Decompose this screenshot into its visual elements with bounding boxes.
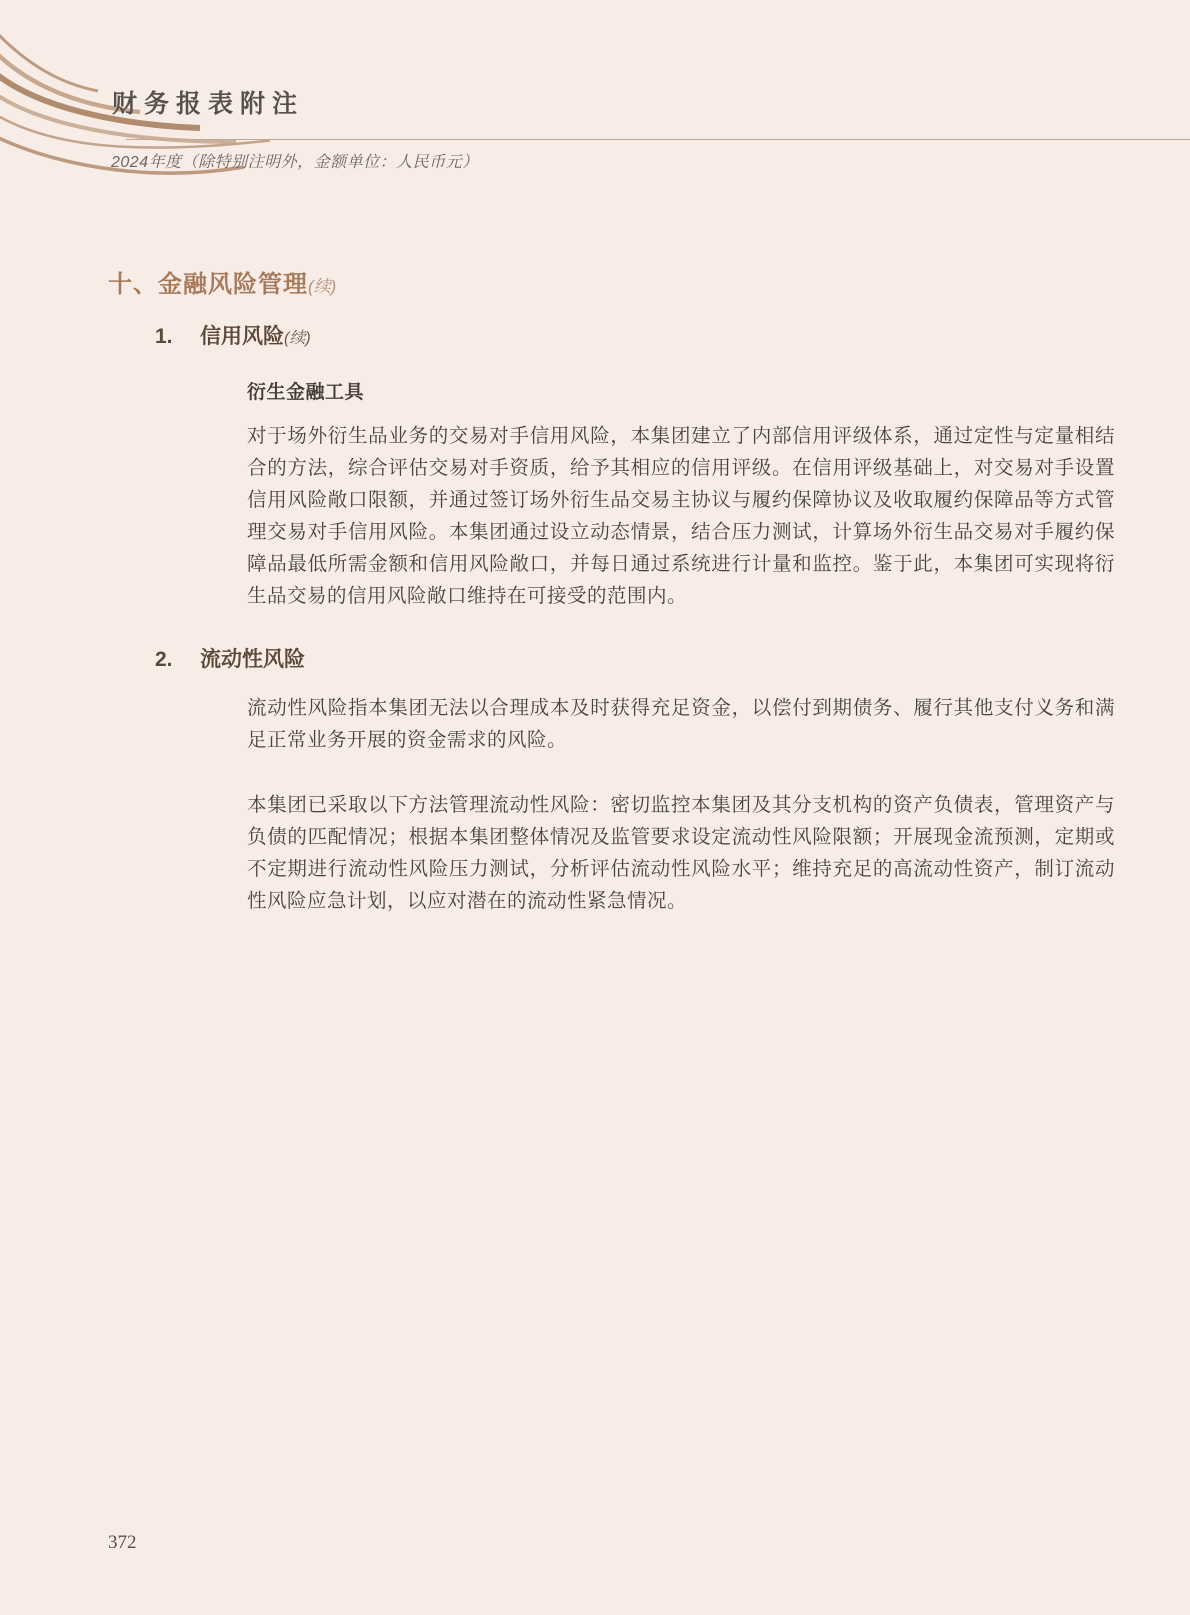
subsection-1-heading (155, 322, 1115, 354)
subsection-1-title: 信用风险 (200, 325, 284, 348)
header-rule (126, 139, 1190, 140)
page-subtitle: 2024年度（除特别注明外，金额单位：人民币元） (111, 154, 479, 171)
derivatives-subheading: 衍生金融工具 (247, 382, 365, 403)
body-paragraph: 对于场外衍生品业务的交易对手信用风险，本集团建立了内部信用评级体系，通过定性与定量相结合的方法，综合评估交易对手资质，给予其相应的信用评级。在信用评级基础上，对交易对手设置信用风险敞口限额，并通过签订场外衍生品交易主协议与履约保障协议及收取履约保障品等方式管理交易对手信用风险。本集团通过设立动态情景，结合压力测试，计算场外衍生品交易对手履约保障品最低所需金额和信用风险敞口，并每日通过系统进行计量和监控。鉴于此，本集团可实现将衍生品交易的信用风险敞口维持在可接受的范围内。 (247, 425, 1115, 607)
section-number: 十、 (108, 271, 158, 298)
subsection-liquidity-risk (108, 645, 1115, 917)
subsection-1-continued-mark: (续) (284, 330, 311, 347)
page-title: 财务报表附注 (112, 91, 305, 118)
page-number: 372 (108, 1532, 137, 1553)
subsection-2-number: 2. (155, 648, 173, 671)
subsection-1-number: 1. (155, 325, 173, 348)
subsection-2-heading (155, 645, 1115, 675)
subsection-credit-risk (108, 322, 1115, 612)
body-paragraph: 本集团已采取以下方法管理流动性风险：密切监控本集团及其分支机构的资产负债表，管理资产与负债的匹配情况；根据本集团整体情况及监管要求设定流动性风险限额；开展现金流预测，定期或不定期进行流动性风险压力测试，分析评估流动性风险水平；维持充足的高流动性资产，制订流动性风险应急计划，以应对潜在的流动性紧急情况。 (247, 794, 1115, 912)
section-continued-mark: (续) (308, 277, 337, 296)
subsection-2-title: 流动性风险 (200, 648, 305, 671)
body-paragraph: 流动性风险指本集团无法以合理成本及时获得充足资金，以偿付到期债务、履行其他支付义务和满足正常业务开展的资金需求的风险。 (247, 697, 1115, 751)
subsection-1-body (247, 377, 1115, 612)
subsection-2-body (247, 692, 1115, 917)
section-heading (108, 269, 1115, 303)
main-content (108, 269, 1115, 950)
section-title: 金融风险管理 (158, 271, 308, 298)
